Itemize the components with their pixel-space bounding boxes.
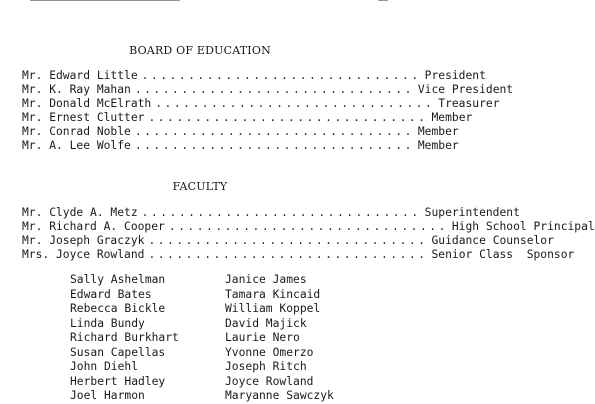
teacher-name: Linda Bundy [70, 316, 145, 330]
teacher-name: Janice James [225, 273, 307, 286]
board-row [22, 125, 459, 139]
member-name: Mr. A. Lee Wolfe [22, 139, 131, 152]
officer-title: Guidance Counselor [431, 234, 554, 247]
officer-name: Mr. Joseph Graczyk [22, 234, 145, 247]
cropped-top-line [0, 0, 400, 4]
board-heading: BOARD OF EDUCATION [129, 44, 271, 57]
officer-row [22, 234, 554, 248]
member-title: Member [417, 139, 459, 152]
leader-dots: .............................. [148, 234, 428, 247]
teacher-name: Sally Ashelman [70, 273, 166, 286]
member-name: Mr. K. Ray Mahan [22, 83, 131, 96]
teacher-name: Maryanne Sawczyk [225, 389, 334, 402]
member-name: Mr. Edward Little [22, 69, 138, 82]
leader-dots: .............................. [148, 111, 428, 124]
leader-dots: .............................. [141, 69, 421, 82]
teacher-name: Richard Burkhart [70, 331, 179, 344]
officer-row [22, 220, 595, 234]
teacher-name: Herbert Hadley [70, 374, 166, 388]
officer-title: Senior Class Sponsor [431, 248, 575, 261]
board-row [22, 97, 500, 111]
board-row [22, 83, 514, 97]
board-row [22, 111, 473, 125]
teachers-left-column [70, 273, 179, 404]
teachers-right-column [225, 273, 334, 404]
leader-dots: .............................. [134, 139, 414, 152]
member-title: Member [431, 111, 473, 124]
teacher-name: Yvonne Omerzo [225, 345, 314, 359]
member-title: Member [417, 125, 459, 138]
officer-name: Mr. Richard A. Cooper [22, 220, 165, 233]
officer-title: High School Principal [451, 220, 595, 233]
teacher-name: Joseph Ritch [225, 360, 307, 373]
teacher-name: William Koppel [225, 302, 321, 315]
member-title: Treasurer [438, 97, 500, 110]
teacher-name: David Majick [225, 316, 307, 330]
teacher-name: Laurie Nero [225, 331, 300, 344]
member-name: Mr. Conrad Noble [22, 125, 131, 138]
member-title: Vice President [417, 83, 514, 96]
teacher-name: Tamara Kincaid [225, 287, 321, 301]
board-row [22, 139, 459, 153]
faculty-heading: FACULTY [172, 180, 228, 193]
officer-row [22, 248, 575, 262]
officer-name: Mr. Clyde A. Metz [22, 206, 138, 219]
leader-dots: .............................. [155, 97, 435, 110]
member-title: President [424, 69, 486, 82]
teacher-name: Joyce Rowland [225, 374, 314, 388]
member-name: Mr. Ernest Clutter [22, 111, 145, 124]
leader-dots: .............................. [168, 220, 448, 233]
leader-dots: .............................. [134, 83, 414, 96]
officer-name: Mrs. Joyce Rowland [22, 248, 145, 261]
teacher-name: Susan Capellas [70, 345, 166, 359]
leader-dots: .............................. [141, 206, 421, 219]
teacher-name: Joel Harmon [70, 389, 145, 402]
member-name: Mr. Donald McElrath [22, 97, 152, 110]
teacher-name: John Diehl [70, 360, 139, 373]
officer-row [22, 206, 520, 220]
teacher-name: Rebecca Bickle [70, 302, 166, 315]
board-row [22, 69, 486, 83]
leader-dots: .............................. [134, 125, 414, 138]
teacher-name: Edward Bates [70, 287, 152, 301]
officer-title: Superintendent [424, 206, 520, 219]
leader-dots: .............................. [148, 248, 428, 261]
